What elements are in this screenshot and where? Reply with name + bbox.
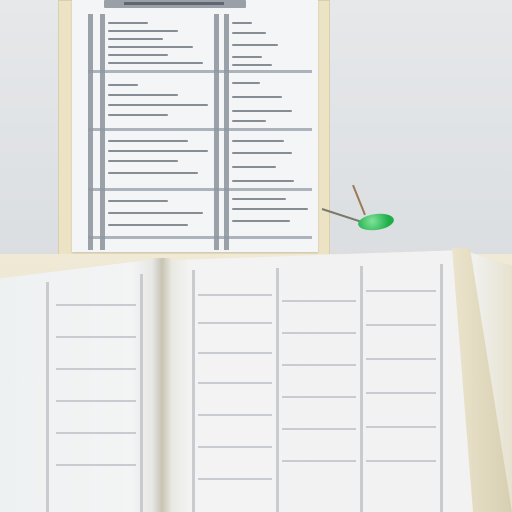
document-grid-line bbox=[88, 128, 312, 131]
document-text bbox=[232, 64, 272, 66]
page-text-line bbox=[198, 478, 272, 480]
document-text bbox=[108, 114, 168, 116]
document-text bbox=[108, 200, 168, 202]
page-text-line bbox=[366, 290, 436, 292]
document-text bbox=[232, 166, 276, 168]
document-text bbox=[108, 140, 188, 142]
page-text-line bbox=[366, 426, 436, 428]
page-column-rule bbox=[46, 282, 49, 512]
page-text-line bbox=[56, 432, 136, 434]
document-grid-line bbox=[88, 188, 312, 191]
page-text-line bbox=[198, 322, 272, 324]
page-text-line bbox=[198, 294, 272, 296]
document-text bbox=[108, 38, 163, 40]
book-gutter bbox=[152, 258, 172, 512]
document-text bbox=[108, 172, 198, 174]
document-text bbox=[108, 30, 178, 32]
page-column-rule bbox=[276, 268, 279, 512]
page-text-line bbox=[282, 396, 356, 398]
document-grid-line bbox=[88, 236, 312, 239]
page-text-line bbox=[366, 392, 436, 394]
document-title-bar bbox=[104, 0, 246, 8]
page-column-rule bbox=[440, 264, 443, 512]
page-text-line bbox=[282, 428, 356, 430]
document-text bbox=[232, 96, 282, 98]
document-text bbox=[232, 56, 262, 58]
page-text-line bbox=[56, 336, 136, 338]
page-text-line bbox=[56, 400, 136, 402]
page-text-line bbox=[366, 460, 436, 462]
open-book bbox=[0, 244, 512, 512]
page-text-line bbox=[366, 324, 436, 326]
document-grid-line bbox=[88, 70, 312, 73]
document-text bbox=[232, 120, 266, 122]
document-text bbox=[108, 104, 208, 106]
document-text bbox=[232, 208, 308, 210]
document-text bbox=[232, 152, 292, 154]
document-text bbox=[108, 94, 178, 96]
page-text-line bbox=[282, 460, 356, 462]
document-text bbox=[232, 32, 266, 34]
document-text bbox=[232, 22, 252, 24]
document-text bbox=[232, 110, 292, 112]
document-text bbox=[232, 140, 284, 142]
document-text bbox=[232, 180, 294, 182]
page-text-line bbox=[56, 304, 136, 306]
page-text-line bbox=[198, 382, 272, 384]
green-leaf bbox=[357, 211, 395, 233]
page-text-line bbox=[282, 332, 356, 334]
page-text-line bbox=[198, 446, 272, 448]
document-text bbox=[108, 62, 203, 64]
document-text bbox=[108, 150, 208, 152]
page-text-line bbox=[198, 352, 272, 354]
document-text bbox=[232, 220, 290, 222]
page-text-line bbox=[282, 364, 356, 366]
document-grid-line bbox=[88, 14, 93, 250]
page-column-rule bbox=[192, 270, 195, 512]
document-grid-line bbox=[224, 14, 229, 250]
plant-twig bbox=[352, 185, 366, 215]
page-column-rule bbox=[360, 266, 363, 512]
document-text bbox=[108, 160, 178, 162]
page-column-rule bbox=[140, 274, 143, 512]
page-text-line bbox=[56, 368, 136, 370]
page-text-line bbox=[198, 414, 272, 416]
page-text-line bbox=[366, 358, 436, 360]
document-text bbox=[232, 44, 278, 46]
document-grid-line bbox=[214, 14, 219, 250]
page-text-line bbox=[282, 300, 356, 302]
document-grid-line bbox=[100, 14, 105, 250]
document-text bbox=[108, 22, 148, 24]
document-text bbox=[232, 82, 260, 84]
document-text bbox=[108, 212, 203, 214]
document-text bbox=[232, 198, 286, 200]
document-text bbox=[108, 46, 193, 48]
document-text bbox=[108, 84, 138, 86]
document-text bbox=[108, 54, 168, 56]
page-text-line bbox=[56, 464, 136, 466]
document-text bbox=[108, 224, 188, 226]
